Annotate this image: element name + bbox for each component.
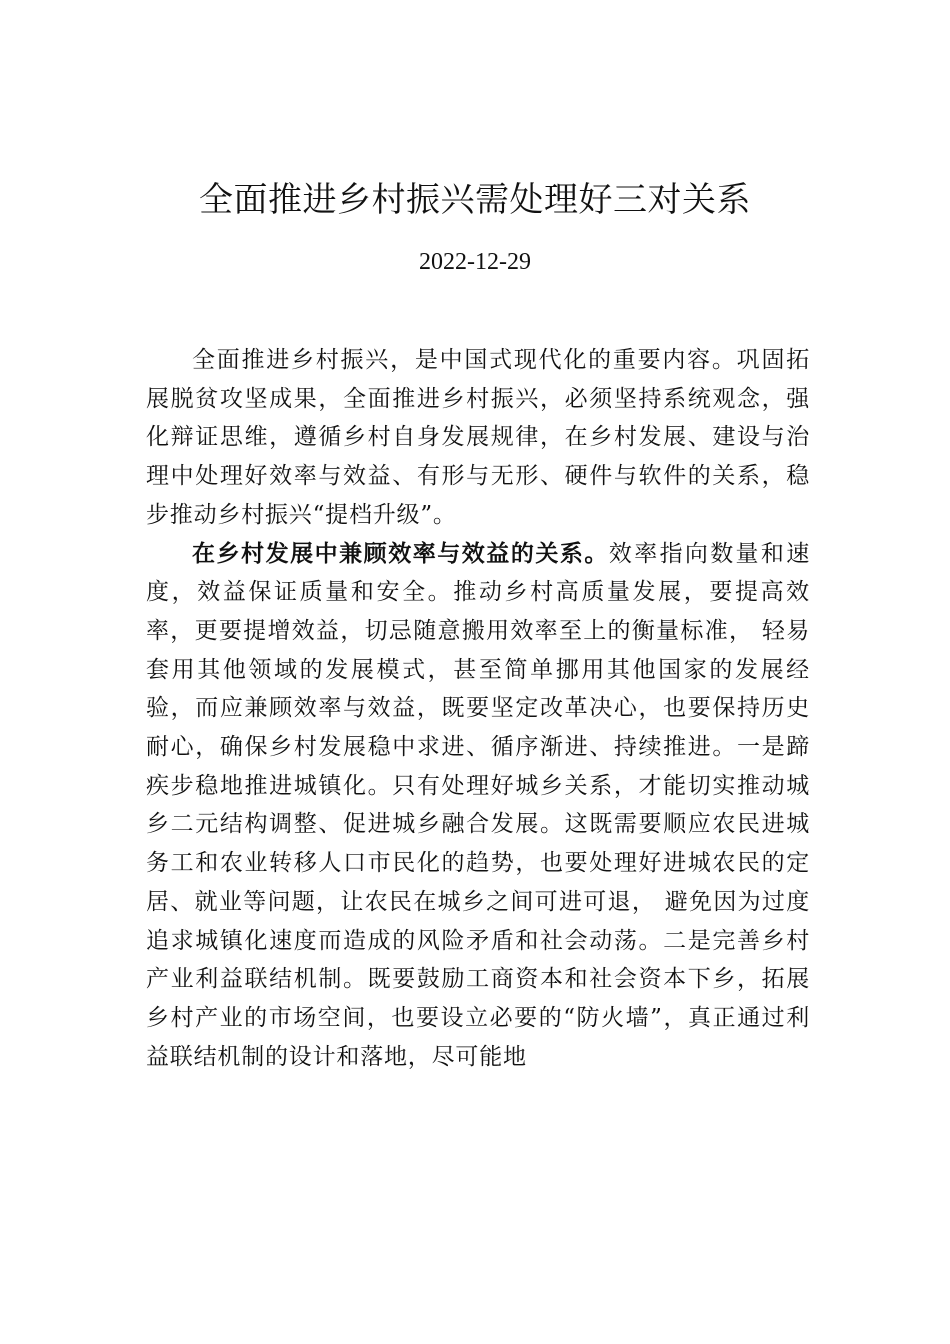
paragraph-text: 全面推进乡村振兴，是中国式现代化的重要内容。巩固拓展脱贫攻坚成果，全面推进乡村振兴，必须坚持系统观念，强化辩证思维，遵循乡村自身发展规律，在乡村发展、建设与治理中处理好效率与效益、有形与无形、硬件与软件的关系，稳步推动乡村振兴“提档升级”。 (146, 347, 810, 528)
paragraph-text: 效率指向数量和速度，效益保证质量和安全。推动乡村高质量发展，要提高效率，更要提增效益，切忌随意搬用效率至上的衡量标准， 轻易套用其他领域的发展模式，甚至简单挪用其他国家的发展经验，而应兼顾效率与效益，既要坚定改革决心，也要保持历史耐心，确保乡村发展稳中求进、循序渐进、持续推进。一是蹄疾步稳地推进城镇化。只有处理好城乡关系，才能切实推动城乡二元结构调整、促进城乡融合发展。这既需要顺应农民进城务工和农业转移人口市民化的趋势，也要处理好进城农民的定居、就业等问题，让农民在城乡之间可进可退， 避免因为过度追求城镇化速度而造成的风险矛盾和社会动荡。二是完善乡村产业利益联结机制。既要鼓励工商资本和社会资本下乡，拓展乡村产业的市场空间，也要设立必要的“防火墙”，真正通过利益联结机制的设计和落地，尽可能地 (146, 540, 810, 1070)
document-title: 全面推进乡村振兴需处理好三对关系 (199, 180, 751, 220)
document-body (146, 341, 810, 1076)
paragraph-intro (146, 341, 810, 535)
paragraph-lead-heading: 在乡村发展中兼顾效率与效益的关系。 (192, 540, 609, 567)
document-date: 2022-12-29 (419, 249, 531, 275)
paragraph-efficiency-benefit (146, 535, 810, 1077)
